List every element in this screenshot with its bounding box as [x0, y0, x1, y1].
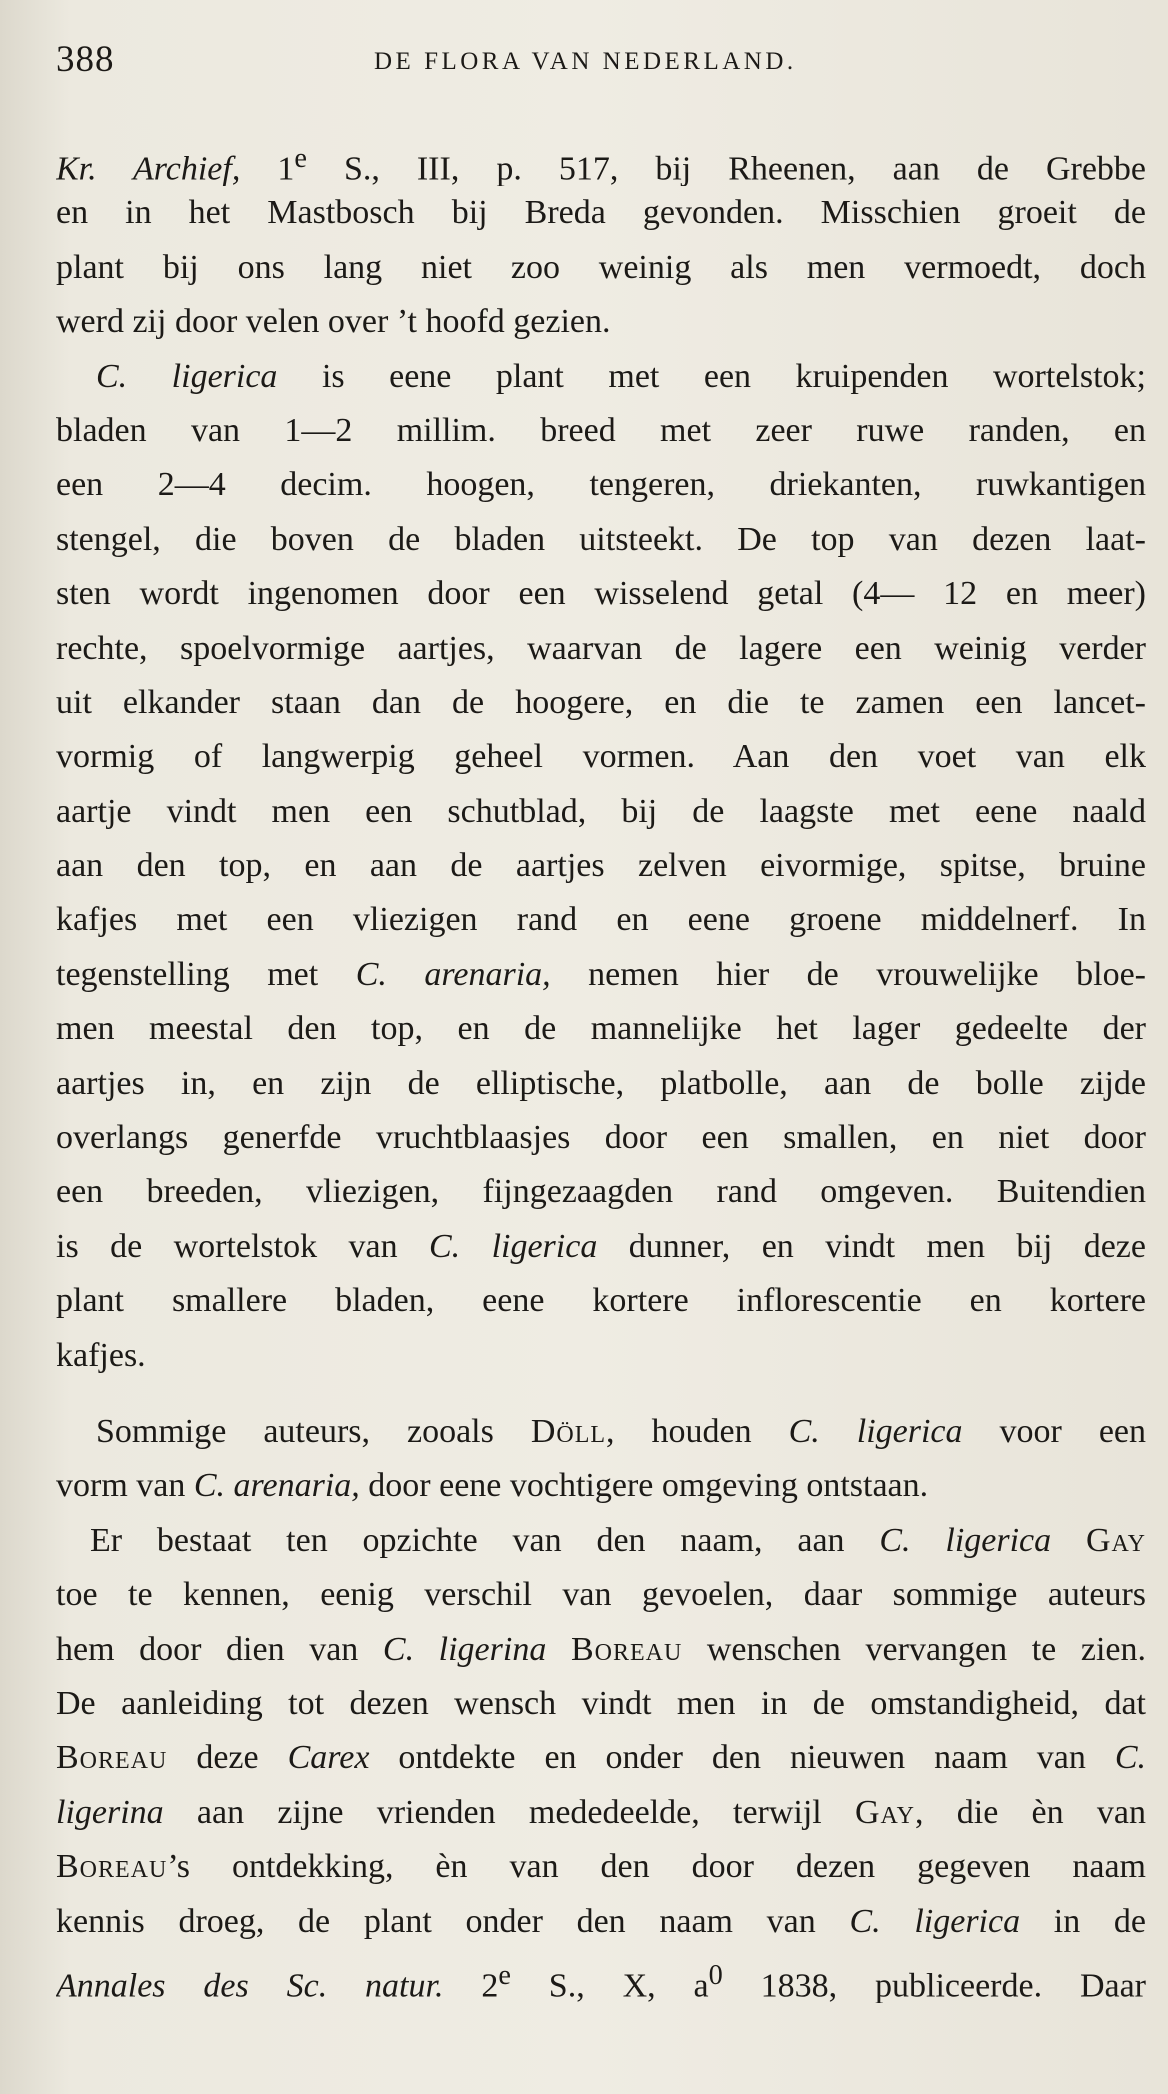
text-line: Boreau’s ontdekking, èn van den door dezen gegeven naam: [56, 1848, 1146, 1886]
text-line: Kr. Archief, 1e S., III, p. 517, bij Rheenen, aan de Grebbe: [56, 143, 1146, 187]
text-line: Annales des Sc. natur. 2e S., X, $a^0$ 1838, publiceerde. Daar: [56, 1959, 1146, 2004]
page-header: [56, 38, 1128, 98]
text-line: uit elkander staan dan de hoogere, en die te zamen een lancet-: [56, 683, 1146, 721]
text-line: toe te kennen, eenig verschil van gevoelen, daar sommige auteurs: [56, 1576, 1146, 1614]
text-line: hem door dien van C. ligerina Boreau wenschen vervangen te zien.: [56, 1630, 1146, 1668]
body-text: [56, 132, 1146, 2003]
text-line: een 2—4 decim. hoogen, tengeren, driekanten, ruwkantigen: [56, 466, 1146, 504]
text-line: kafjes met een vliezigen rand en eene groene middelnerf. In: [56, 901, 1146, 939]
text-line: vorm van C. arenaria, door eene vochtigere omgeving ontstaan.: [56, 1467, 929, 1505]
text-line: aartjes in, en zijn de elliptische, platbolle, aan de bolle zijde: [56, 1064, 1146, 1102]
text-line: is de wortelstok van C. ligerica dunner, en vindt men bij deze: [56, 1227, 1146, 1265]
text-line: ligerina aan zijne vrienden mededeelde, terwijl Gay, die èn van: [56, 1793, 1146, 1831]
text-line: De aanleiding tot dezen wensch vindt men in de omstandigheid, dat: [56, 1684, 1146, 1722]
text-line: rechte, spoelvormige aartjes, waarvan de lagere een weinig verder: [56, 629, 1146, 667]
text-line: aan den top, en aan de aartjes zelven eivormige, spitse, bruine: [56, 847, 1146, 885]
text-line: kennis droeg, de plant onder den naam van C. ligerica in de: [56, 1902, 1146, 1940]
text-line: Sommige auteurs, zooals Döll, houden C. ligerica voor een: [96, 1412, 1146, 1450]
text-line: C. ligerica is eene plant met een kruipenden wortelstok;: [96, 357, 1146, 395]
text-line: en in het Mastbosch bij Breda gevonden. Misschien groeit de: [56, 194, 1146, 232]
text-line: werd zij door velen over ’t hoofd gezien.: [56, 303, 611, 341]
text-line: plant smallere bladen, eene kortere inflorescentie en kortere: [56, 1282, 1146, 1320]
text-line: men meestal den top, en de mannelijke het lager gedeelte der: [56, 1010, 1146, 1048]
text-line: overlangs generfde vruchtblaasjes door een smallen, en niet door: [56, 1119, 1146, 1157]
text-line: tegenstelling met C. arenaria, nemen hier de vrouwelijke bloe-: [56, 955, 1146, 993]
text-line: een breeden, vliezigen, fijngezaagden rand omgeven. Buitendien: [56, 1173, 1146, 1211]
text-line: vormig of langwerpig geheel vormen. Aan den voet van elk: [56, 738, 1146, 776]
text-line: stengel, die boven de bladen uitsteekt. De top van dezen laat-: [56, 520, 1146, 558]
text-line: Boreau deze Carex ontdekte en onder den nieuwen naam van C.: [56, 1739, 1146, 1777]
text-line: Er bestaat ten opzichte van den naam, aan C. ligerica Gay: [90, 1521, 1146, 1559]
text-line: plant bij ons lang niet zoo weinig als men vermoedt, doch: [56, 248, 1146, 286]
text-line: aartje vindt men een schutblad, bij de laagste met eene naald: [56, 792, 1146, 830]
text-line: kafjes.: [56, 1336, 146, 1374]
running-title: DE FLORA VAN NEDERLAND.: [374, 48, 797, 75]
text-line: sten wordt ingenomen door een wisselend getal (4— 12 en meer): [56, 575, 1146, 613]
page-number: 388: [56, 39, 115, 80]
paragraph-gap: [56, 1383, 1146, 1405]
text-line: bladen van 1—2 millim. breed met zeer ruwe randen, en: [56, 411, 1146, 449]
